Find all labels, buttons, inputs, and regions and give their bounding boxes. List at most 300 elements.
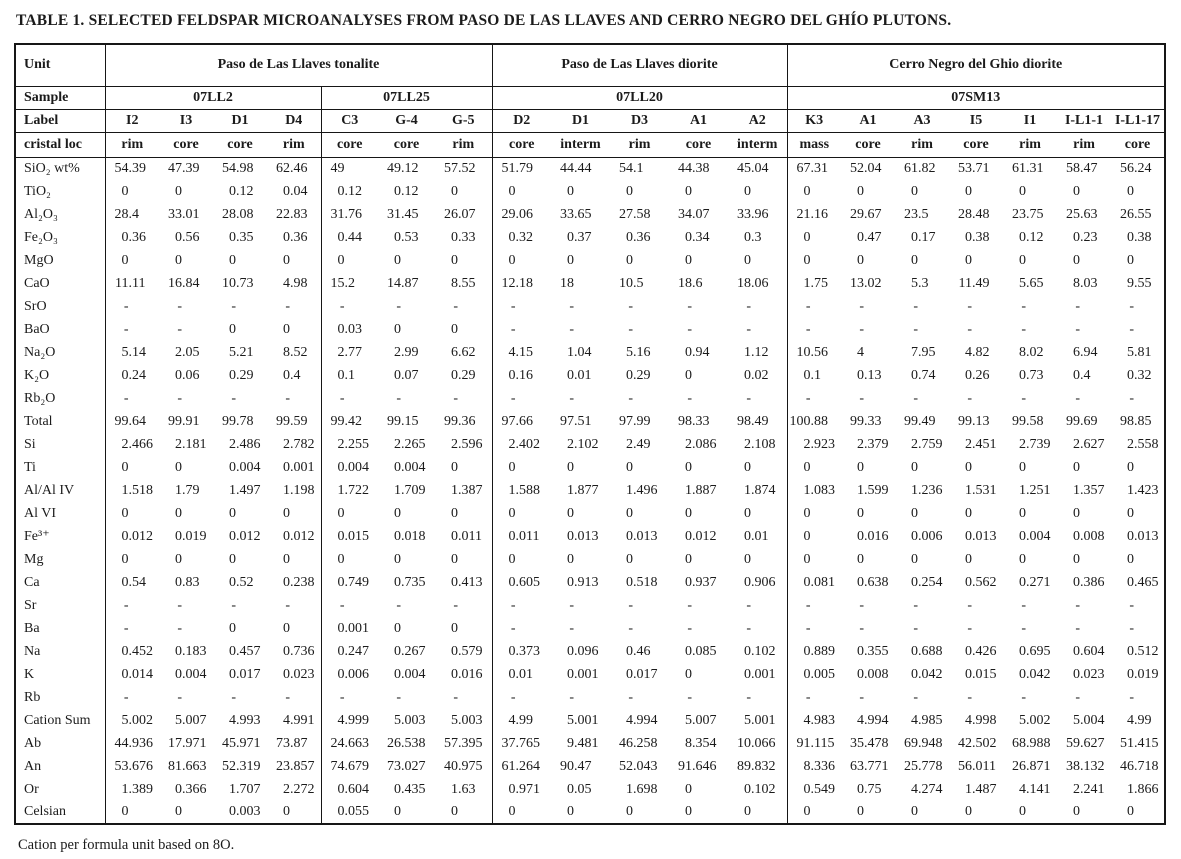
- column-label: I1: [1003, 109, 1057, 132]
- cell-int: -: [805, 390, 811, 406]
- table-cell: [267, 249, 321, 272]
- cell-int: -: [1075, 298, 1080, 314]
- cell-int: -: [510, 321, 516, 337]
- cell-frac: .08: [236, 206, 254, 222]
- unit-group-label: Paso de Las Llaves diorite: [492, 44, 787, 86]
- cell-frac: .994: [864, 712, 889, 728]
- cell-int: 45: [222, 735, 236, 751]
- cell-int: 0: [685, 367, 692, 383]
- cell-int: 0: [1073, 666, 1080, 682]
- cell-int: 0: [1127, 505, 1134, 521]
- cell-int: 0: [337, 804, 345, 819]
- table-cell: [492, 594, 551, 617]
- table-cell: [492, 364, 551, 387]
- cell-frac: .512: [1134, 643, 1159, 659]
- table-cell: [551, 180, 610, 203]
- table-cell: [669, 456, 728, 479]
- cell-int: -: [123, 689, 129, 705]
- cristal-loc-label: core: [213, 132, 267, 157]
- table-cell: [949, 249, 1003, 272]
- cell-int: -: [231, 597, 236, 613]
- table-cell: [213, 272, 267, 295]
- cell-int: 4: [857, 712, 864, 728]
- cell-frac: .44: [344, 229, 362, 245]
- cell-int: 0: [744, 183, 751, 199]
- table-cell: [267, 571, 321, 594]
- cell-int: 98: [678, 413, 692, 429]
- cell-frac: .29: [236, 367, 254, 383]
- cell-frac: .002: [1026, 712, 1051, 728]
- cell-int: 9: [1127, 275, 1134, 291]
- cell-frac: .007: [692, 712, 717, 728]
- cristal-loc-row: [15, 132, 1165, 157]
- cell-int: -: [967, 597, 972, 613]
- cristal-loc-label: interm: [551, 132, 610, 157]
- table-cell: [267, 686, 321, 709]
- unit-row: [15, 44, 1165, 86]
- table-cell: [728, 502, 787, 525]
- cell-int: 99: [222, 413, 236, 429]
- cell-frac: .271: [1026, 574, 1051, 590]
- cell-int: 10: [222, 275, 236, 291]
- cell-int: 53: [114, 758, 129, 774]
- table-cell: [105, 226, 159, 249]
- cell-int: -: [569, 597, 574, 613]
- table-footnote: Cation per formula unit based on 8O.: [18, 837, 235, 853]
- table-cell: [949, 203, 1003, 226]
- cell-frac: .45: [401, 206, 419, 222]
- cell-int: 2: [229, 436, 236, 452]
- column-label: I2: [105, 109, 159, 132]
- cell-int: 38: [1066, 758, 1080, 774]
- table-cell: [551, 157, 610, 180]
- cell-int: 0: [175, 574, 182, 590]
- table-cell: [895, 732, 949, 755]
- table-cell: [1111, 663, 1165, 686]
- cell-frac: .452: [128, 643, 153, 659]
- table-cell: [435, 502, 492, 525]
- table-cell: [787, 640, 841, 663]
- table-cell: [435, 755, 492, 778]
- cell-frac: .1: [810, 367, 821, 383]
- cell-int: 0: [337, 666, 345, 682]
- cell-frac: .23: [1080, 229, 1098, 245]
- cell-int: 5: [567, 712, 574, 728]
- cell-int: 51: [1120, 735, 1134, 751]
- cell-int: 5: [744, 712, 751, 728]
- cell-frac: .07: [692, 206, 710, 222]
- table-cell: [213, 226, 267, 249]
- table-cell: [105, 410, 159, 433]
- cell-int: 0: [744, 252, 751, 268]
- table-cell: [1111, 801, 1165, 824]
- cell-int: 0: [626, 804, 633, 819]
- cell-int: 0: [567, 459, 574, 475]
- table-cell: [213, 364, 267, 387]
- row-label: Si: [24, 436, 36, 452]
- table-cell: [435, 364, 492, 387]
- cell-int: 0: [394, 505, 401, 521]
- cell-int: 0: [1127, 528, 1134, 544]
- table-cell: [610, 571, 669, 594]
- table-cell: [841, 801, 895, 824]
- cell-int: 0: [744, 551, 751, 567]
- cell-int: 28: [958, 206, 972, 222]
- cell-frac: .857: [290, 758, 315, 774]
- table-cell: [728, 548, 787, 571]
- table-cell: [435, 226, 492, 249]
- table-cell: [159, 157, 213, 180]
- cell-int: 0: [857, 666, 864, 682]
- cell-int: 8: [803, 758, 811, 774]
- cell-int: 0: [283, 528, 290, 544]
- cell-int: 1: [744, 344, 751, 360]
- cell-int: 0: [744, 574, 751, 590]
- cell-int: 5: [685, 712, 692, 728]
- table-cell: [895, 318, 949, 341]
- table-cell: [787, 801, 841, 824]
- cell-frac: .771: [864, 758, 889, 774]
- cell-int: 0: [175, 252, 182, 268]
- table-cell: [728, 709, 787, 732]
- cell-int: 0: [567, 643, 574, 659]
- table-cell: [895, 295, 949, 318]
- cell-int: 4: [626, 712, 633, 728]
- cell-int: -: [859, 321, 864, 337]
- cell-frac: .004: [182, 666, 207, 682]
- cell-frac: .083: [810, 482, 835, 498]
- table-cell: [949, 663, 1003, 686]
- cell-int: 0: [283, 229, 290, 245]
- table-cell: [895, 341, 949, 364]
- cell-frac: .985: [918, 712, 943, 728]
- table-cell: [159, 525, 213, 548]
- cell-frac: .02: [751, 367, 769, 383]
- table-cell: [841, 548, 895, 571]
- cristal-loc-label: rim: [895, 132, 949, 157]
- cell-frac: .88: [810, 413, 828, 429]
- cell-int: -: [913, 597, 918, 613]
- cell-int: 0: [337, 643, 345, 659]
- table-cell: [949, 801, 1003, 824]
- cell-int: 2: [175, 436, 182, 452]
- cell-frac: .336: [810, 758, 835, 774]
- table-cell: [321, 272, 378, 295]
- table-cell: [787, 433, 841, 456]
- table-cell: [159, 755, 213, 778]
- cell-int: -: [569, 321, 574, 337]
- cell-int: 8: [451, 275, 458, 291]
- cell-frac: .13: [972, 413, 990, 429]
- cell-frac: .006: [344, 666, 369, 682]
- cell-int: 4: [508, 344, 516, 360]
- row-label: TiO₂: [24, 183, 51, 199]
- cell-int: -: [396, 298, 401, 314]
- cell-int: -: [859, 620, 864, 636]
- table-cell: [267, 203, 321, 226]
- cell-frac: .695: [1026, 643, 1051, 659]
- cell-int: 0: [175, 781, 182, 797]
- cell-int: 0: [175, 551, 182, 567]
- cell-frac: .042: [1026, 666, 1051, 682]
- table-cell: [378, 732, 435, 755]
- row-label: CaO: [24, 275, 50, 291]
- cell-int: 57: [444, 735, 458, 751]
- cell-frac: .698: [633, 781, 658, 797]
- table-cell: [321, 594, 378, 617]
- table-cell: [1111, 387, 1165, 410]
- table-cell: [669, 157, 728, 180]
- cell-int: 0: [394, 781, 401, 797]
- cell-int: 26: [1012, 758, 1026, 774]
- cell-int: 0: [744, 505, 751, 521]
- table-cell: [159, 226, 213, 249]
- cell-int: 2: [626, 436, 633, 452]
- cell-frac: .355: [864, 643, 889, 659]
- table-cell: [841, 364, 895, 387]
- cell-int: 4: [911, 781, 918, 797]
- cell-frac: .354: [692, 735, 717, 751]
- cell-frac: .02: [1026, 344, 1044, 360]
- cell-frac: .778: [918, 758, 943, 774]
- table-cell: [669, 732, 728, 755]
- table-cell: [841, 433, 895, 456]
- cell-int: 0: [283, 252, 290, 268]
- cell-int: 0: [508, 183, 516, 199]
- table-cell: [159, 594, 213, 617]
- table-cell: [1111, 203, 1165, 226]
- cell-int: 0: [283, 574, 290, 590]
- cell-int: 0: [1073, 551, 1080, 567]
- cell-frac: .03: [1080, 275, 1098, 291]
- table-row: [15, 755, 1165, 778]
- table-cell: [787, 341, 841, 364]
- cell-int: 99: [1066, 413, 1080, 429]
- cell-frac: .11: [128, 275, 146, 291]
- cell-frac: .599: [864, 482, 889, 498]
- cell-int: 4: [283, 275, 290, 291]
- table-cell: [1057, 755, 1111, 778]
- cell-int: -: [123, 298, 129, 314]
- cell-int: 4: [1019, 781, 1026, 797]
- table-cell: [728, 410, 787, 433]
- cell-frac: .646: [692, 758, 717, 774]
- table-cell: [551, 226, 610, 249]
- table-cell: [213, 709, 267, 732]
- cell-frac: .081: [810, 574, 835, 590]
- table-cell: [610, 456, 669, 479]
- table-cell: [435, 456, 492, 479]
- table-cell: [492, 180, 551, 203]
- cell-frac: .739: [1026, 436, 1051, 452]
- table-cell: [841, 732, 895, 755]
- label-row: [15, 109, 1165, 132]
- cell-int: 0: [803, 528, 811, 544]
- cell-frac: .18: [515, 275, 533, 291]
- cristal-loc-label: rim: [267, 132, 321, 157]
- cell-frac: .91: [182, 413, 200, 429]
- cell-int: 0: [394, 459, 401, 475]
- cell-int: 0: [121, 643, 129, 659]
- cell-frac: .01: [751, 528, 769, 544]
- cell-int: 0: [857, 551, 864, 567]
- cell-int: -: [510, 390, 516, 406]
- cell-int: 5: [1019, 712, 1026, 728]
- table-cell: [435, 732, 492, 755]
- cell-int: -: [339, 689, 345, 705]
- cell-int: 9: [567, 735, 574, 751]
- table-cell: [1111, 341, 1165, 364]
- cell-int: 0: [626, 183, 633, 199]
- cell-int: 26: [1120, 206, 1134, 222]
- cell-int: 0: [744, 804, 751, 819]
- table-cell: [787, 709, 841, 732]
- cell-int: 2: [911, 436, 918, 452]
- cell-frac: .241: [1080, 781, 1105, 797]
- cell-frac: .013: [1134, 528, 1159, 544]
- table-cell: [610, 548, 669, 571]
- table-cell: [669, 410, 728, 433]
- cell-int: -: [805, 321, 811, 337]
- cell-frac: .588: [515, 482, 540, 498]
- cell-int: -: [285, 390, 290, 406]
- cell-int: 0: [803, 367, 811, 383]
- cell-int: -: [1021, 689, 1026, 705]
- table-cell: [949, 732, 1003, 755]
- cell-int: 4: [337, 712, 345, 728]
- cell-frac: .141: [1026, 781, 1051, 797]
- table-cell: [492, 249, 551, 272]
- cell-int: 0: [1073, 574, 1080, 590]
- cell-frac: .663: [344, 735, 369, 751]
- cell-frac: .486: [236, 436, 261, 452]
- table-cell: [949, 180, 1003, 203]
- table-cell: [213, 594, 267, 617]
- table-cell: [1111, 318, 1165, 341]
- cell-frac: .971: [182, 735, 207, 751]
- cell-frac: .02: [864, 275, 882, 291]
- cell-int: 0: [283, 643, 290, 659]
- cell-frac: .003: [236, 804, 261, 819]
- cell-int: 0: [626, 528, 633, 544]
- cell-frac: .56: [182, 229, 200, 245]
- table-cell: [159, 318, 213, 341]
- table-cell: [669, 640, 728, 663]
- table-cell: [669, 479, 728, 502]
- cell-frac: .001: [344, 620, 369, 636]
- cell-int: -: [1129, 620, 1134, 636]
- table-cell: [728, 295, 787, 318]
- table-cell: [610, 226, 669, 249]
- cell-frac: .76: [344, 206, 362, 222]
- cell-int: 6: [451, 344, 458, 360]
- cell-frac: .379: [864, 436, 889, 452]
- cell-int: 4: [965, 344, 972, 360]
- table-cell: [551, 295, 610, 318]
- cell-int: 98: [737, 413, 751, 429]
- cell-int: -: [569, 689, 574, 705]
- cell-int: 0: [1019, 367, 1026, 383]
- cell-int: 26: [387, 735, 401, 751]
- table-cell: [267, 709, 321, 732]
- cell-int: 2: [685, 436, 692, 452]
- table-cell: [159, 778, 213, 801]
- table-cell: [787, 456, 841, 479]
- cell-int: 54: [619, 160, 633, 176]
- cell-int: 18: [737, 275, 751, 291]
- cell-frac: .562: [972, 574, 997, 590]
- cell-frac: .709: [401, 482, 426, 498]
- table-cell: [1003, 801, 1057, 824]
- table-cell: [1003, 433, 1057, 456]
- cell-int: 25: [1066, 206, 1080, 222]
- cell-int: 0: [857, 459, 864, 475]
- cell-int: 0: [229, 505, 236, 521]
- table-cell: [610, 272, 669, 295]
- cell-frac: .042: [918, 666, 943, 682]
- cell-frac: .59: [290, 413, 308, 429]
- cell-int: 97: [619, 413, 633, 429]
- table-cell: [728, 640, 787, 663]
- table-cell: [492, 203, 551, 226]
- table-cell: [895, 479, 949, 502]
- cell-int: -: [687, 321, 692, 337]
- cell-int: 0: [229, 229, 236, 245]
- row-label: Sr: [24, 597, 37, 613]
- cell-frac: .102: [574, 436, 599, 452]
- table-cell: [1003, 502, 1057, 525]
- table-cell: [728, 180, 787, 203]
- cell-frac: .765: [515, 735, 540, 751]
- cell-int: 0: [1127, 229, 1134, 245]
- table-cell: [949, 571, 1003, 594]
- cell-int: 0: [803, 183, 811, 199]
- cell-int: 0: [965, 528, 972, 544]
- cell-int: 1: [451, 482, 458, 498]
- cell-int: 5: [1019, 275, 1026, 291]
- cell-int: 51: [501, 160, 516, 176]
- table-cell: [492, 525, 551, 548]
- table-cell: [321, 778, 378, 801]
- cell-int: -: [746, 620, 751, 636]
- table-cell: [787, 525, 841, 548]
- table-cell: [159, 801, 213, 824]
- cell-frac: .887: [692, 482, 717, 498]
- table-row: [15, 318, 1165, 341]
- cell-int: 5: [229, 344, 236, 360]
- cell-int: 0: [283, 620, 290, 636]
- cell-frac: .496: [633, 482, 658, 498]
- cell-int: 0: [1019, 252, 1026, 268]
- table-cell: [492, 226, 551, 249]
- cell-frac: .832: [751, 758, 776, 774]
- cell-int: 0: [857, 505, 864, 521]
- cell-int: 2: [283, 436, 290, 452]
- row-label: Cation Sum: [24, 712, 91, 728]
- cell-int: -: [687, 620, 692, 636]
- cell-int: 0: [451, 574, 458, 590]
- cell-int: 0: [626, 252, 633, 268]
- cell-int: 4: [857, 344, 864, 360]
- cell-int: 0: [1127, 459, 1134, 475]
- table-cell: [669, 525, 728, 548]
- cell-frac: .012: [128, 528, 153, 544]
- table-cell: [435, 663, 492, 686]
- cell-int: 0: [508, 804, 516, 819]
- cell-int: -: [510, 597, 516, 613]
- cell-frac: .005: [810, 666, 835, 682]
- cell-int: 0: [508, 528, 516, 544]
